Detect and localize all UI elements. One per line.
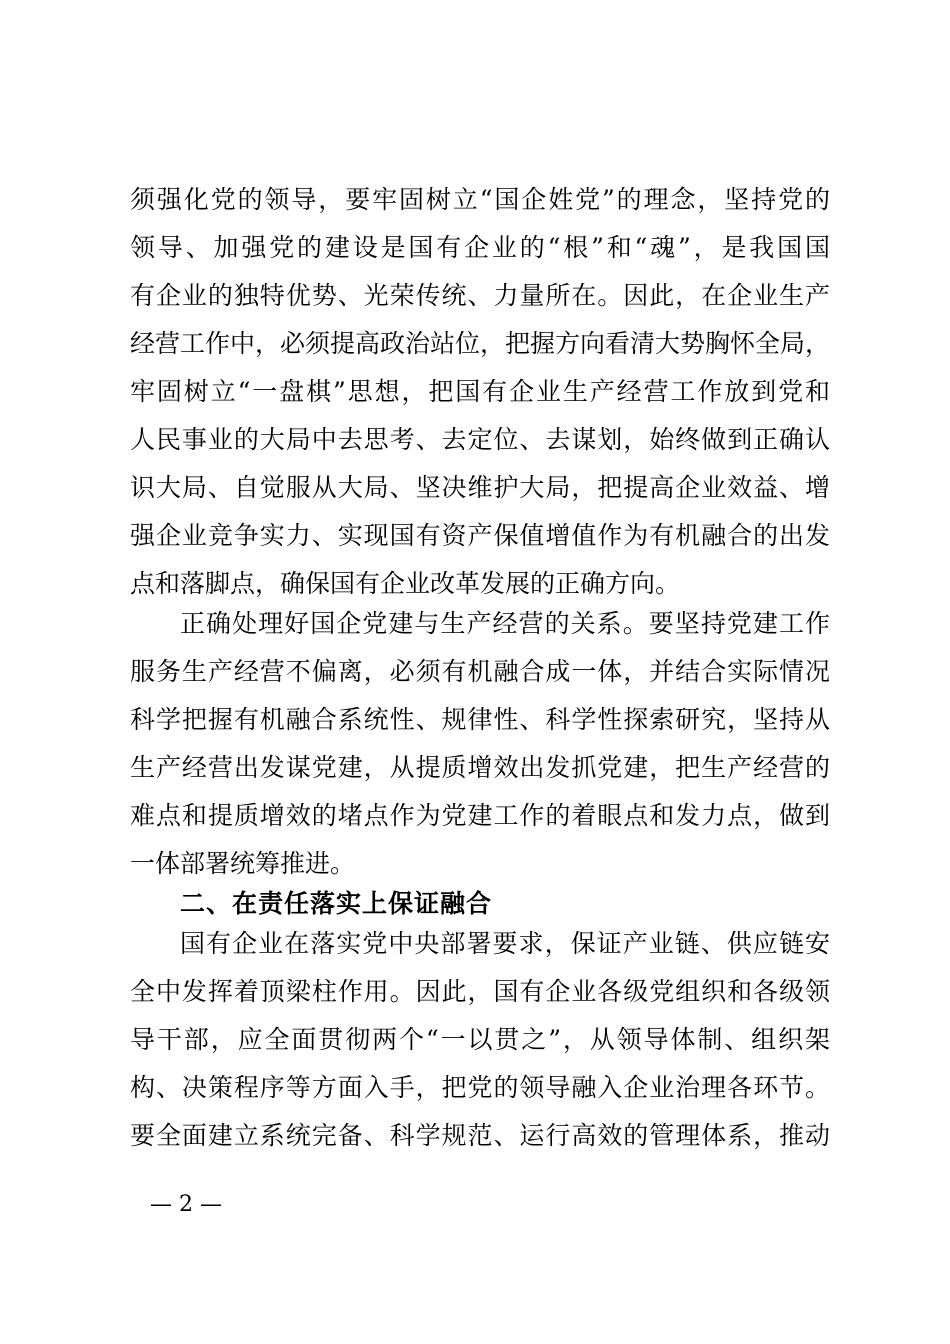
paragraph-first-line: 正确处理好国企党建与生产经营的关系。要坚持党建工作 — [180, 609, 830, 638]
text-line: 导干部，应全面贯彻两个“一以贯之”，从领导体制、组织架 — [130, 1025, 830, 1054]
text-line: 牢固树立“一盘棋”思想，把国有企业生产经营工作放到党和 — [130, 377, 830, 406]
text-line: 服务生产经营不偏离，必须有机融合成一体，并结合实际情况 — [130, 657, 830, 686]
paragraph-first-line: 国有企业在落实党中央部署要求，保证产业链、供应链安 — [180, 929, 830, 958]
text-line: 生产经营出发谋党建，从提质增效出发抓党建，把生产经营的 — [130, 753, 830, 782]
text-line: 要全面建立系统完备、科学规范、运行高效的管理体系，推动 — [130, 1121, 830, 1150]
text-line: 领导、加强党的建设是国有企业的“根”和“魂”，是我国国 — [130, 233, 830, 262]
text-line: 人民事业的大局中去思考、去定位、去谋划，始终做到正确认 — [130, 425, 830, 454]
text-line: 一体部署统筹推进。 — [130, 849, 356, 878]
text-line: 有企业的独特优势、光荣传统、力量所在。因此，在企业生产 — [130, 281, 830, 310]
text-line: 科学把握有机融合系统性、规律性、科学性探索研究，坚持从 — [130, 705, 830, 734]
text-line: 识大局、自觉服从大局、坚决维护大局，把提高企业效益、增 — [130, 473, 830, 502]
text-line: 点和落脚点，确保国有企业改革发展的正确方向。 — [130, 569, 681, 598]
text-line: 全中发挥着顶梁柱作用。因此，国有企业各级党组织和各级领 — [130, 977, 830, 1006]
section-heading: 二、在责任落实上保证融合 — [180, 889, 493, 918]
page-number: — 2 — — [150, 1192, 222, 1217]
text-line: 须强化党的领导，要牢固树立“国企姓党”的理念，坚持党的 — [130, 185, 830, 214]
text-line: 强企业竞争实力、实现国有资产保值增值作为有机融合的出发 — [130, 521, 830, 550]
text-line: 经营工作中，必须提高政治站位，把握方向看清大势胸怀全局， — [130, 329, 831, 358]
text-line: 构、决策程序等方面入手，把党的领导融入企业治理各环节。 — [130, 1073, 830, 1102]
text-line: 难点和提质增效的堵点作为党建工作的着眼点和发力点，做到 — [130, 801, 830, 830]
